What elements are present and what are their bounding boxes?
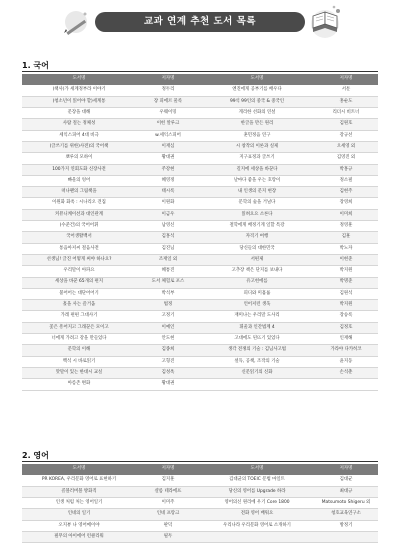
- book-title-cell: 우리나라 우리문화 영어로 소개하기: [200, 520, 314, 531]
- table-row: [22, 367, 378, 378]
- book-title-cell: 피디와 미흡률: [200, 288, 314, 299]
- book-title-cell: 당신들의 대한민국: [200, 243, 314, 254]
- book-author-cell: 이헌 알루크: [136, 119, 200, 130]
- book-title-cell: PR KOREA, 우리문화 영어로 표현하기: [22, 475, 136, 486]
- book-author-cell: 김정호: [314, 322, 378, 333]
- book-author-cell: 혜영정: [136, 175, 200, 186]
- book-title-cell: 영어의신 원리에 우기 Core 1800: [200, 498, 314, 509]
- book-author-cell: 필두: [136, 531, 200, 542]
- book-author-cell: 박석부: [136, 288, 200, 299]
- book-title-cell: (책사)가 세계정부라 이야기: [22, 85, 136, 96]
- book-author-cell: [314, 531, 378, 542]
- table-row: [22, 334, 378, 345]
- book-title-cell: 100가지 연회도화 신장사전: [22, 164, 136, 175]
- column-header-title: 도서명: [200, 464, 314, 475]
- book-author-cell: 오세영 외: [314, 141, 378, 152]
- book-title-cell: 재미나는 우리말 도사리: [200, 311, 314, 322]
- book-title-cell: 국어생활백서: [22, 232, 136, 243]
- book-author-cell: 혜통진: [136, 266, 200, 277]
- book-title-cell: 인생 처럼 처는 영어일기: [22, 498, 136, 509]
- book-title-cell: 맛말이 있는 한대시 교실: [22, 367, 136, 378]
- table-row: [22, 277, 378, 288]
- book-title-cell: 지구표정과 글쓰기: [200, 153, 314, 164]
- book-title-cell: 생각 전쟁의 기술 : 김님사고법: [200, 345, 314, 356]
- table-row: [22, 232, 378, 243]
- book-author-cell: Matsumoto Shigeru 외: [314, 498, 378, 509]
- book-author-cell: 김성옥: [136, 367, 200, 378]
- book-title-cell: 가레 편편 그대사기: [22, 311, 136, 322]
- table-row: [22, 531, 378, 542]
- section-divider: [22, 461, 378, 462]
- book-title-cell: 세익스피어 4대 비극: [22, 130, 136, 141]
- column-header-author: 저자명: [314, 464, 378, 475]
- book-author-cell: 박홍규: [314, 164, 378, 175]
- book-author-cell: 도서 체험로 포스: [136, 277, 200, 288]
- book-author-cell: 가라야 다카히코: [314, 345, 378, 356]
- book-title-cell: 시 창작의 이론과 실제: [200, 141, 314, 152]
- book-author-cell: 인네 프랑크: [136, 509, 200, 520]
- book-title-cell: 너에게 가려고 강을 만들었다: [22, 334, 136, 345]
- book-author-cell: w.세익스피어: [136, 130, 200, 141]
- book-title-cell: 게리한 선화의 연설: [200, 108, 314, 119]
- book-title-cell: 읽혀요요 소론다: [200, 209, 314, 220]
- book-title-cell: 필무의 아이에어 런클리워: [22, 531, 136, 542]
- book-title-cell: 길지에 세상을 바꾼다: [200, 164, 314, 175]
- section-heading-korean: 1. 국어: [22, 61, 49, 70]
- book-author-cell: 고형진: [136, 356, 200, 367]
- table-row: [22, 254, 378, 265]
- book-author-cell: 이미주: [136, 498, 200, 509]
- book-author-cell: 고정기: [136, 311, 200, 322]
- table-row: [22, 209, 378, 220]
- book-title-cell: 자격기 여행: [200, 232, 314, 243]
- book-title-cell: 세상을 바꾼 65개의 편지: [22, 277, 136, 288]
- book-author-cell: 샬롬 테라에프: [136, 486, 200, 497]
- book-author-cell: 서툰: [314, 85, 378, 96]
- column-header-author: 저자명: [136, 74, 200, 85]
- section-heading-english: 2. 영어: [22, 451, 49, 460]
- book-author-cell: 리더시 비트너: [314, 108, 378, 119]
- book-author-cell: 이원화: [136, 198, 200, 209]
- book-title-cell: 유고헌에를: [200, 277, 314, 288]
- book-title-cell: 우리말이 아파요: [22, 266, 136, 277]
- book-author-cell: 김현주: [314, 187, 378, 198]
- book-author-cell: 김홍석: [136, 232, 200, 243]
- book-title-cell: (청소년이 읽어야 할)세계통: [22, 96, 136, 107]
- table-row: [22, 141, 378, 152]
- book-author-cell: 박지원: [314, 266, 378, 277]
- table-row: [22, 475, 378, 486]
- pencil-decoration-icon: [60, 6, 92, 38]
- book-author-cell: 인재해: [314, 334, 378, 345]
- book-author-cell: 윤지동: [314, 356, 378, 367]
- book-author-cell: 이재심: [136, 141, 200, 152]
- table-row: [22, 85, 378, 96]
- table-row: [22, 322, 378, 333]
- table-row: [22, 164, 378, 175]
- book-title-cell: 선생님! 글진 어떻게 써야 하나요?: [22, 254, 136, 265]
- book-title-cell: 한글을 만든 원리: [200, 119, 314, 130]
- book-author-cell: 정영훈: [314, 221, 378, 232]
- book-title-cell: 당신의 영어를 Upgrade 하라: [200, 486, 314, 497]
- book-title-cell: 고대에도 된뜨기 있었다: [200, 334, 314, 345]
- book-table-korean: [22, 74, 378, 391]
- table-row: [22, 175, 378, 186]
- book-table-english: [22, 464, 378, 543]
- table-row: [22, 198, 378, 209]
- book-author-cell: 정두리: [136, 85, 200, 96]
- table-row: [22, 300, 378, 311]
- table-row: [22, 119, 378, 130]
- book-author-cell: 법정: [136, 300, 200, 311]
- book-title-cell: 떠나팬의 그림책을: [22, 187, 136, 198]
- book-title-cell: 커뮤니케이션과 대인관계: [22, 209, 136, 220]
- book-author-cell: 김진님: [136, 243, 200, 254]
- book-author-cell: 김원석: [314, 288, 378, 299]
- book-title-cell: 고추장 책은 단지를 보내다: [200, 266, 314, 277]
- book-title-cell: 언어저런 생욱: [200, 300, 314, 311]
- table-header-row: [22, 464, 378, 475]
- table-row: [22, 153, 378, 164]
- book-author-cell: 홍순도: [314, 96, 378, 107]
- table-row: [22, 266, 378, 277]
- book-author-cell: 조재일 외: [136, 254, 200, 265]
- book-title-cell: 사람 절는 정체성: [22, 119, 136, 130]
- book-title-cell: 콜블러버블 방화직: [22, 486, 136, 497]
- book-author-cell: 박지원: [314, 300, 378, 311]
- book-author-cell: 강규선: [314, 130, 378, 141]
- table-row: [22, 379, 378, 390]
- table-row: [22, 345, 378, 356]
- book-author-cell: [314, 379, 378, 390]
- book-author-cell: 손석춘: [314, 367, 378, 378]
- book-title-cell: (글쓰기를 위한)사전)의 국어책: [22, 141, 136, 152]
- book-title-cell: 이원화 화옥 : 시나리오 견집: [22, 198, 136, 209]
- book-title-cell: 문학의 이해: [22, 345, 136, 356]
- book-title-cell: 오지뷰 나 영어메이야: [22, 520, 136, 531]
- book-title-cell: 뽀루의 모하이: [22, 153, 136, 164]
- table-row: [22, 498, 378, 509]
- book-title-cell: 흘을 사는 즐거움: [22, 300, 136, 311]
- book-author-cell: 김원호: [314, 119, 378, 130]
- book-title-cell: 휘울과 인간법계 4: [200, 322, 314, 333]
- table-row: [22, 108, 378, 119]
- book-title-cell: 날마다 좋을 우는 호랑이: [200, 175, 314, 186]
- table-body: [22, 475, 378, 543]
- table-row: [22, 520, 378, 531]
- column-header-author: 저자명: [136, 464, 200, 475]
- book-author-cell: 우웨이밍: [136, 108, 200, 119]
- book-author-cell: 정소필: [314, 175, 378, 186]
- table-body: [22, 85, 378, 390]
- book-author-cell: 판덕: [136, 520, 200, 531]
- column-header-title: 도서명: [200, 74, 314, 85]
- book-author-cell: 김지훈: [136, 475, 200, 486]
- table-row: [22, 311, 378, 322]
- table-row: [22, 486, 378, 497]
- table-row: [22, 130, 378, 141]
- book-author-cell: 주강현: [136, 164, 200, 175]
- column-header-title: 도서명: [22, 74, 136, 85]
- book-author-cell: 남영신: [136, 221, 200, 232]
- title-banner: [0, 0, 400, 44]
- column-header-title: 도서명: [22, 464, 136, 475]
- book-title-cell: 설득, 공책, 조작의 기술: [200, 356, 314, 367]
- book-title-cell: 훈민정음 연구: [200, 130, 314, 141]
- book-author-cell: 황대권: [136, 379, 200, 390]
- book-author-cell: 박명준: [314, 277, 378, 288]
- book-author-cell: 박노자: [314, 243, 378, 254]
- book-title-cell: 문장을 대해: [22, 108, 136, 119]
- book-title-cell: 불어어는 대단어어기: [22, 288, 136, 299]
- book-author-cell: 청호교육연구소: [314, 509, 378, 520]
- book-author-cell: 김훈: [314, 232, 378, 243]
- book-author-cell: 이현준: [314, 254, 378, 265]
- book-title-cell: 서편제: [200, 254, 314, 265]
- book-title-cell: [200, 531, 314, 542]
- book-author-cell: 김대균: [314, 475, 378, 486]
- page-title: 교과 연계 추천 도서 목록: [144, 16, 256, 27]
- book-title-cell: 전화 영어 배워요: [200, 509, 314, 520]
- book-title-cell: 내 인생의 문지 현장: [200, 187, 314, 198]
- book-title-cell: (수준건)의 국어어휘: [22, 221, 136, 232]
- book-title-cell: 통음아저씨 철음사전: [22, 243, 136, 254]
- book-title-cell: [200, 379, 314, 390]
- table-row: [22, 356, 378, 367]
- book-title-cell: 김대균의 TOEIC 문법 마일트: [200, 475, 314, 486]
- book-author-cell: 이미희: [314, 209, 378, 220]
- table-row: [22, 96, 378, 107]
- table-row: [22, 187, 378, 198]
- table-row: [22, 243, 378, 254]
- book-author-cell: 장영희: [314, 198, 378, 209]
- column-header-author: 저자명: [314, 74, 378, 85]
- book-title-cell: 아름존 변화: [22, 379, 136, 390]
- book-title-cell: 빠울의 엉어: [22, 175, 136, 186]
- book-author-cell: 최대규: [314, 486, 378, 497]
- book-title-cell: 엔진에게 공부기를 배우다: [200, 85, 314, 96]
- book-author-cell: 안도현: [136, 334, 200, 345]
- book-author-cell: 김종희: [136, 345, 200, 356]
- table-header-row: [22, 74, 378, 85]
- book-author-cell: 이예인: [136, 322, 200, 333]
- book-decoration-icon: [305, 2, 345, 42]
- book-title-cell: 신문읽기의 신화: [200, 367, 314, 378]
- book-author-cell: 방정기: [314, 520, 378, 531]
- table-row: [22, 509, 378, 520]
- book-title-cell: 꽃은 흥어지고 그래꾼은 모이고: [22, 322, 136, 333]
- book-author-cell: 김영진 외: [314, 153, 378, 164]
- book-title-cell: 인네의 일기: [22, 509, 136, 520]
- section-divider: [22, 71, 378, 72]
- book-author-cell: 장승록: [314, 311, 378, 322]
- book-author-cell: 태시록: [136, 187, 200, 198]
- table-row: [22, 288, 378, 299]
- book-author-cell: 장 피에르 물록: [136, 96, 200, 107]
- book-title-cell: 철학에게 배정기게 일할 특강: [200, 221, 314, 232]
- book-author-cell: 황대권: [136, 153, 200, 164]
- book-title-cell: 99석 99인의 중국 & 중국인: [200, 96, 314, 107]
- book-title-cell: 백석 시 바로읽기: [22, 356, 136, 367]
- book-author-cell: 이금우: [136, 209, 200, 220]
- table-row: [22, 221, 378, 232]
- book-title-cell: 문학의 숲을 거닐다: [200, 198, 314, 209]
